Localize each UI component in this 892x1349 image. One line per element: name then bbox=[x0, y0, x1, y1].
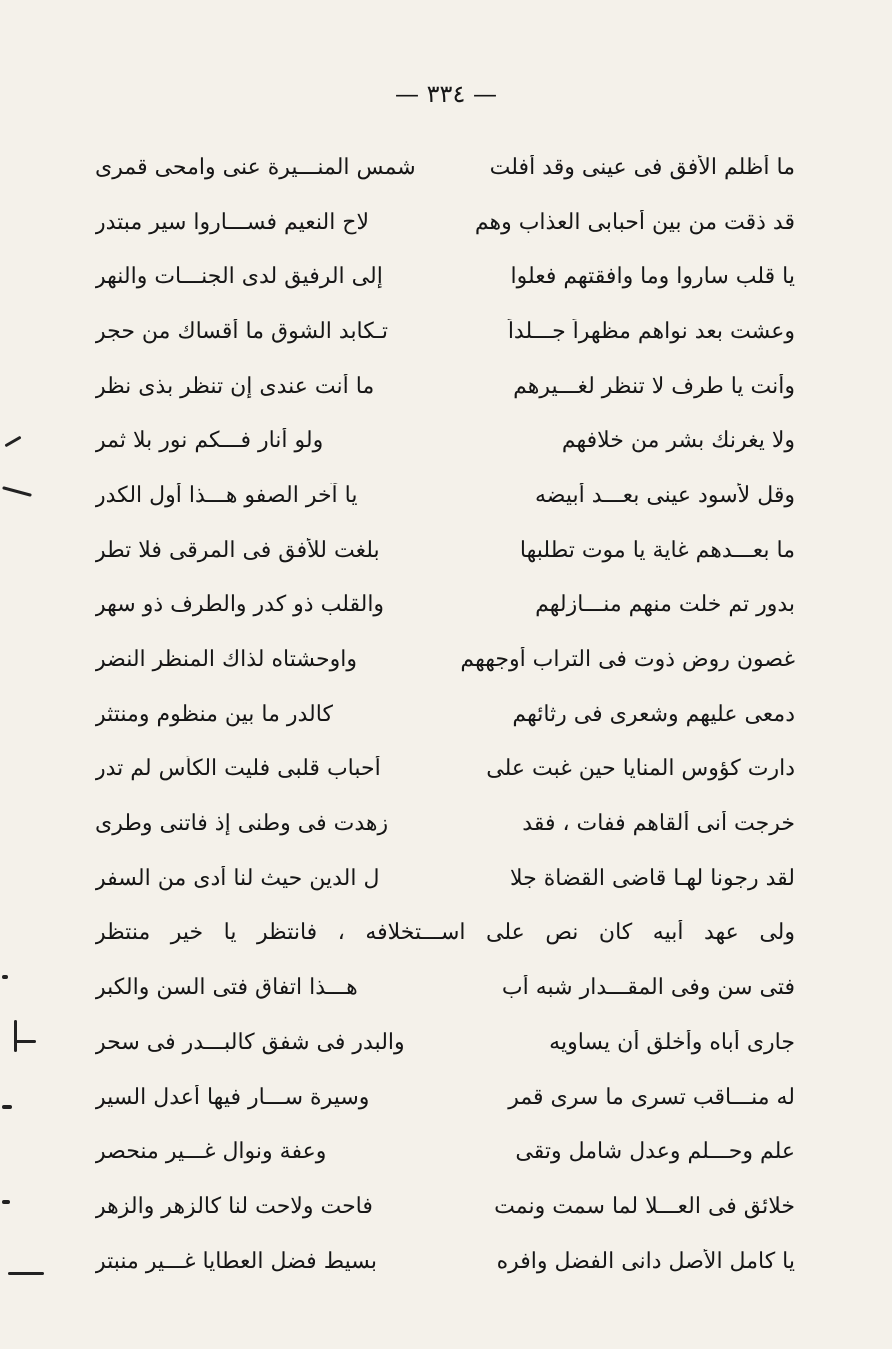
verse-line bbox=[95, 1234, 795, 1289]
second-hemistich: أحباب قلبى فليت الكأس لم تدر bbox=[95, 756, 381, 782]
verse-line-full bbox=[95, 906, 795, 961]
verse-line bbox=[95, 632, 795, 687]
verse-line bbox=[95, 1070, 795, 1125]
margin-mark bbox=[2, 1105, 12, 1109]
verse-line bbox=[95, 742, 795, 797]
first-hemistich: يا كامل الأصل دانى الفضل وافره bbox=[496, 1248, 795, 1274]
second-hemistich: بلغت للأفق فى المرقى فلا تطر bbox=[95, 537, 380, 563]
first-hemistich: خرجت أنى ألقاهم ففات ، فقد bbox=[522, 811, 795, 837]
second-hemistich: والقلب ذو كدر والطرف ذو سهر bbox=[95, 592, 385, 618]
margin-mark bbox=[14, 1020, 17, 1052]
verse-line bbox=[95, 195, 795, 250]
second-hemistich: والبدر فى شفق كالبـــدر فى سحر bbox=[95, 1029, 405, 1055]
verse-line bbox=[95, 1179, 795, 1234]
verse-line bbox=[95, 249, 795, 304]
verse-line bbox=[95, 1015, 795, 1070]
margin-mark bbox=[4, 436, 21, 448]
margin-mark bbox=[2, 975, 8, 979]
verse-line bbox=[95, 140, 795, 195]
verse-line bbox=[95, 523, 795, 578]
second-hemistich: واوحشتاه لذاك المنظر النضر bbox=[95, 647, 357, 673]
first-hemistich: وعشت بعد نواهم مظهراً جـــلداً bbox=[507, 318, 795, 344]
second-hemistich: بسيط فضل العطايا غـــير منبتر bbox=[95, 1248, 377, 1274]
second-hemistich: إلى الرفيق لدى الجنـــات والنهر bbox=[95, 264, 383, 290]
first-hemistich: ما بعـــدهم غاية يا موت تطلبها bbox=[519, 537, 795, 563]
verse-line bbox=[95, 413, 795, 468]
first-hemistich: جارى أباه وأخلق أن يساويه bbox=[549, 1029, 795, 1055]
margin-mark bbox=[2, 1200, 10, 1204]
first-hemistich: دمعى عليهم وشعرى فى رثائهم bbox=[512, 701, 795, 727]
first-hemistich: فتى سن وفى المقـــدار شبه أب bbox=[501, 975, 795, 1001]
second-hemistich: كالدر ما بين منظوم ومنتثر bbox=[95, 701, 333, 727]
verse-line bbox=[95, 687, 795, 742]
verse-line bbox=[95, 359, 795, 414]
first-hemistich: خلائق فى العـــلا لما سمت ونمت bbox=[494, 1193, 795, 1219]
first-hemistich: دارت كؤوس المنايا حين غبت على bbox=[486, 756, 795, 782]
page-number: — ٣٣٤ — bbox=[395, 80, 497, 108]
verse-text: ولى عهد أبيه كان نص على اســـتخلافه ، فانتظر يا خير منتظر bbox=[95, 920, 795, 946]
first-hemistich: يا قلب ساروا وما وافقتهم فعلوا bbox=[510, 264, 795, 290]
second-hemistich: وعفة ونوال غـــير منحصر bbox=[95, 1139, 327, 1165]
second-hemistich: لاح النعيم فســـاروا سير مبتدر bbox=[95, 209, 370, 235]
verse-line bbox=[95, 851, 795, 906]
first-hemistich: غصون روض ذوت فى التراب أوجههم bbox=[460, 647, 795, 673]
second-hemistich: ل الدين حيث لنا أدى من السفر bbox=[95, 865, 380, 891]
verse-line bbox=[95, 1124, 795, 1179]
first-hemistich: ولا يغرنك بشر من خلافهم bbox=[561, 428, 795, 454]
first-hemistich: وقل لأسود عينى بعـــد أبيضه bbox=[534, 482, 795, 508]
margin-mark bbox=[2, 486, 32, 497]
margin-mark bbox=[8, 1272, 44, 1275]
first-hemistich: ما أظلم الأفق فى عينى وقد أفلت bbox=[489, 154, 795, 180]
verse-line bbox=[95, 468, 795, 523]
first-hemistich: لقد رجونا لهـا قاضى القضاة جلا bbox=[510, 865, 795, 891]
second-hemistich: هـــذا اتفاق فتى السن والكبر bbox=[95, 975, 358, 1001]
second-hemistich: شمس المنـــيرة عنى وامحى قمرى bbox=[95, 154, 416, 180]
margin-mark bbox=[14, 1040, 36, 1043]
second-hemistich: وسيرة ســـار فيها أعدل السير bbox=[95, 1084, 370, 1110]
second-hemistich: فاحت ولاحت لنا كالزهر والزهر bbox=[95, 1193, 373, 1219]
second-hemistich: ما أنت عندى إن تنظر بذى نظر bbox=[95, 373, 375, 399]
poem bbox=[95, 140, 795, 1288]
first-hemistich: علم وحـــلم وعدل شامل وتقى bbox=[515, 1139, 795, 1165]
verse-line bbox=[95, 960, 795, 1015]
second-hemistich: يا آخر الصفو هـــذا أول الكدر bbox=[95, 482, 358, 508]
verse-line bbox=[95, 796, 795, 851]
second-hemistich: تـكابد الشوق ما أقساك من حجر bbox=[95, 318, 388, 344]
first-hemistich: وأنت يا طرف لا تنظر لغـــيرهم bbox=[513, 373, 795, 399]
verse-line bbox=[95, 578, 795, 633]
first-hemistich: بدور تم خلت منهم منـــازلهم bbox=[535, 592, 795, 618]
first-hemistich: قد ذقت من بين أحبابى العذاب وهم bbox=[474, 209, 795, 235]
second-hemistich: ولو أنار فـــكم نور بلا ثمر bbox=[95, 428, 324, 454]
verse-line bbox=[95, 304, 795, 359]
first-hemistich: له منـــاقب تسرى ما سرى قمر bbox=[508, 1084, 795, 1110]
second-hemistich: زهدت فى وطنى إذ فاتنى وطرى bbox=[95, 811, 389, 837]
